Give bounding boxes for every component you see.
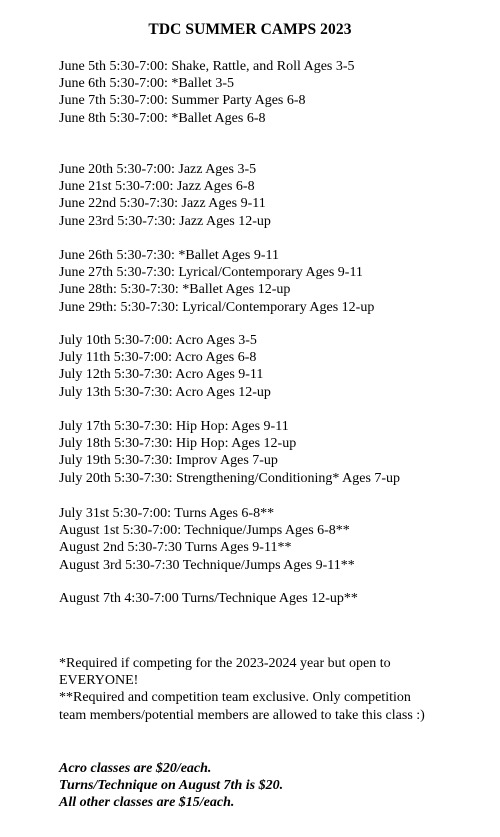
schedule-line: August 2nd 5:30-7:30 Turns Ages 9-11** — [59, 540, 292, 556]
schedule-line: June 7th 5:30-7:00: Summer Party Ages 6-8 — [59, 93, 306, 109]
footnote-double-asterisk: **Required and competition team exclusive. Only competition team members/potential members are allowed to take this class :) — [59, 690, 425, 723]
footnotes — [59, 655, 439, 724]
schedule-line: July 31st 5:30-7:00: Turns Ages 6-8** — [59, 506, 275, 521]
schedule-line: June 21st 5:30-7:00: Jazz Ages 6-8 — [59, 179, 255, 195]
page-title: TDC SUMMER CAMPS 2023 — [148, 21, 352, 38]
schedule-group-june-week1 — [59, 58, 489, 127]
schedule-line: June 5th 5:30-7:00: Shake, Rattle, and Roll Ages 3-5 — [59, 59, 355, 74]
pricing-notes — [59, 760, 489, 812]
schedule-group-august-7th — [59, 590, 489, 607]
schedule-line: June 22nd 5:30-7:30: Jazz Ages 9-11 — [59, 196, 266, 212]
schedule-line: June 26th 5:30-7:30: *Ballet Ages 9-11 — [59, 248, 279, 263]
schedule-line: June 28th: 5:30-7:30: *Ballet Ages 12-up — [59, 282, 291, 298]
schedule-line: July 13th 5:30-7:30: Acro Ages 12-up — [59, 384, 271, 400]
price-acro: Acro classes are $20/each. — [59, 761, 212, 776]
schedule-line: July 19th 5:30-7:30: Improv Ages 7-up — [59, 453, 278, 469]
schedule-line: June 23rd 5:30-7:30: Jazz Ages 12-up — [59, 213, 271, 229]
schedule-line: July 10th 5:30-7:00: Acro Ages 3-5 — [59, 333, 257, 348]
schedule-line: July 12th 5:30-7:30: Acro Ages 9-11 — [59, 367, 264, 383]
schedule-group-june-jazz — [59, 161, 489, 230]
price-turns-technique: Turns/Technique on August 7th is $20. — [59, 778, 284, 794]
schedule-line: June 8th 5:30-7:00: *Ballet Ages 6-8 — [59, 110, 266, 126]
schedule-line: August 3rd 5:30-7:30 Technique/Jumps Ages 9-11** — [59, 557, 355, 573]
schedule-line: June 29th: 5:30-7:30: Lyrical/Contemporary Ages 12-up — [59, 299, 375, 315]
schedule-line: July 20th 5:30-7:30: Strengthening/Conditioning* Ages 7-up — [59, 470, 401, 486]
schedule-group-july-acro — [59, 332, 489, 401]
schedule-line: July 18th 5:30-7:30: Hip Hop: Ages 12-up — [59, 436, 297, 452]
schedule-group-july-hiphop — [59, 418, 489, 487]
schedule-line: June 27th 5:30-7:30: Lyrical/Contemporary Ages 9-11 — [59, 265, 363, 281]
schedule-line: July 11th 5:30-7:00: Acro Ages 6-8 — [59, 350, 257, 366]
schedule-line: June 20th 5:30-7:00: Jazz Ages 3-5 — [59, 162, 257, 177]
price-other: All other classes are $15/each. — [59, 795, 235, 811]
schedule-line: August 7th 4:30-7:00 Turns/Technique Ages 12-up** — [59, 591, 358, 606]
schedule-line: July 17th 5:30-7:30: Hip Hop: Ages 9-11 — [59, 419, 289, 434]
schedule-line: August 1st 5:30-7:00: Technique/Jumps Ages 6-8** — [59, 523, 350, 539]
schedule-line: June 6th 5:30-7:00: *Ballet 3-5 — [59, 76, 234, 92]
schedule-group-turns-technique — [59, 505, 489, 574]
footnote-single-asterisk: *Required if competing for the 2023-2024 year but open to EVERYONE! — [59, 656, 391, 689]
schedule-group-june-ballet-lyrical — [59, 247, 489, 316]
